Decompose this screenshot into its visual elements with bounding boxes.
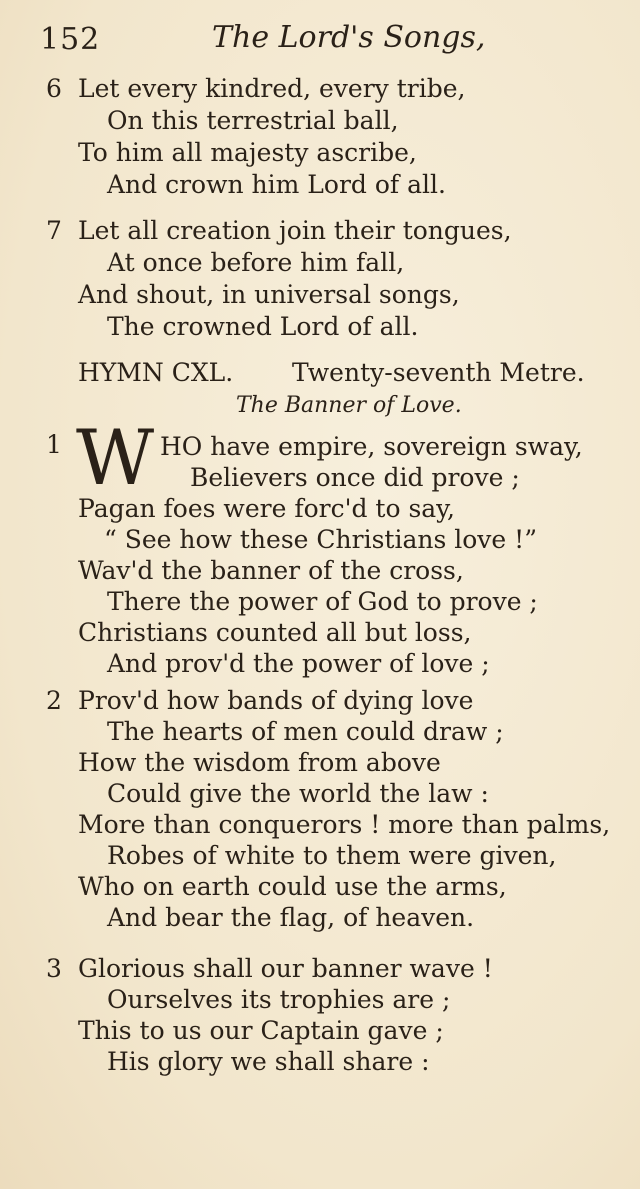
hymn-subtitle: The Banner of Love. — [236, 393, 462, 418]
verse-line: HO have empire, sovereign sway, — [160, 432, 583, 461]
verse-line: Pagan foes were forc'd to say, — [78, 494, 455, 523]
verse-line: How the wisdom from above — [78, 748, 441, 777]
verse-line: Let all creation join their tongues, — [78, 216, 512, 245]
verse-line: “ See how these Christians love !” — [104, 525, 537, 554]
verse-line: There the power of God to prove ; — [107, 587, 538, 616]
verse-line: And crown him Lord of all. — [107, 170, 446, 199]
page-header — [40, 18, 600, 62]
verse-line: Ourselves its trophies are ; — [107, 985, 451, 1014]
stanza-number: 2 — [46, 686, 62, 715]
running-title: The Lord's Songs, — [212, 20, 486, 55]
page-number: 152 — [40, 22, 101, 57]
stanza-number: 7 — [46, 216, 62, 245]
verse-line: Christians counted all but loss, — [78, 618, 472, 647]
verse-line: Let every kindred, every tribe, — [78, 74, 466, 103]
verse-line: Prov'd how bands of dying love — [78, 686, 474, 715]
verse-line: His glory we shall share : — [107, 1047, 430, 1076]
verse-line: At once before him fall, — [107, 248, 405, 277]
hymn-title: HYMN CXL. — [78, 358, 234, 387]
verse-line: Robes of white to them were given, — [107, 841, 557, 870]
stanza-number: 3 — [46, 954, 62, 983]
stanza-number: 6 — [46, 74, 62, 103]
verse-line: To him all majesty ascribe, — [78, 138, 417, 167]
verse-line: Believers once did prove ; — [190, 463, 520, 492]
verse-line: This to us our Captain gave ; — [78, 1016, 444, 1045]
hymn-metre: Twenty-seventh Metre. — [292, 358, 585, 387]
verse-line: And bear the flag, of heaven. — [107, 903, 475, 932]
verse-line: Who on earth could use the arms, — [78, 872, 507, 901]
verse-line: Glorious shall our banner wave ! — [78, 954, 493, 983]
verse-line: And prov'd the power of love ; — [107, 649, 490, 678]
verse-line: The hearts of men could draw ; — [107, 717, 504, 746]
verse-line: More than conquerors ! more than palms, — [78, 810, 611, 839]
verse-line: Wav'd the banner of the cross, — [78, 556, 464, 585]
stanza-number: 1 — [46, 430, 62, 459]
drop-cap: W — [76, 413, 155, 502]
verse-line: The crowned Lord of all. — [107, 312, 419, 341]
verse-line: And shout, in universal songs, — [78, 280, 460, 309]
verse-line: On this terrestrial ball, — [107, 106, 399, 135]
verse-line: Could give the world the law : — [107, 779, 489, 808]
